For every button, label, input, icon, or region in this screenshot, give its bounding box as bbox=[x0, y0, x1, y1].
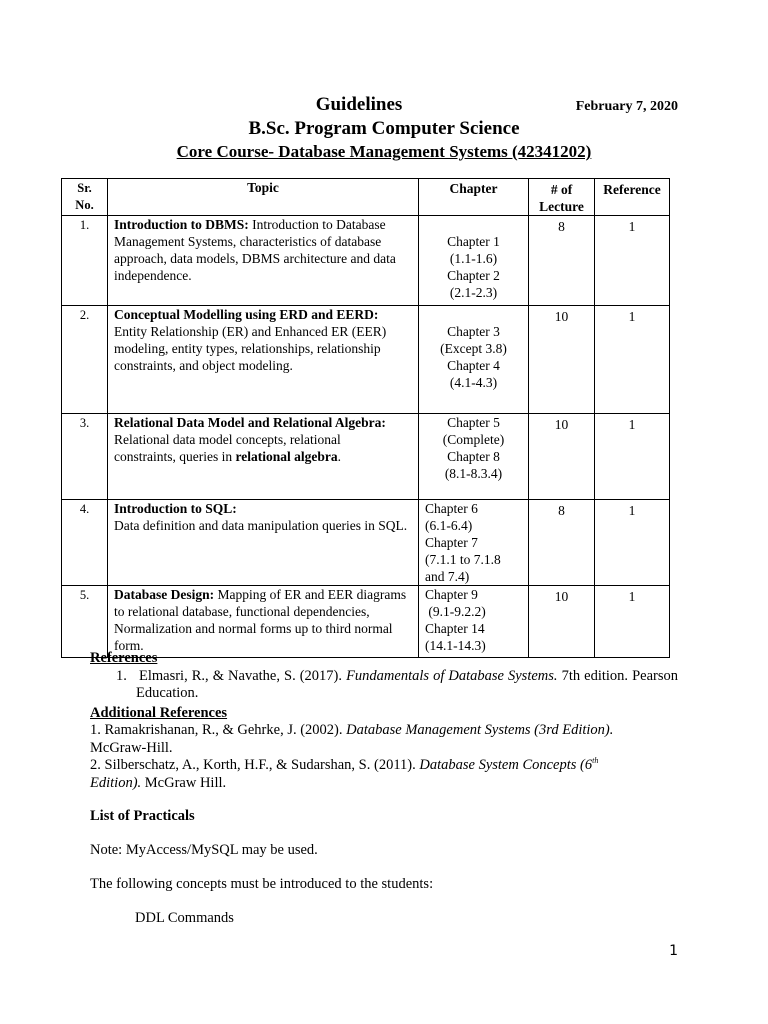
table-row bbox=[62, 306, 670, 414]
references-heading: References bbox=[90, 650, 158, 666]
document-date: February 7, 2020 bbox=[575, 99, 678, 114]
row-topic: Relational Data Model and Relational Algebra: Relational data model concepts, relational constraints, queries in relational algebra. bbox=[108, 414, 419, 500]
additional-reference-item: 2. Silberschatz, A., Korth, H.F., & Sudarshan, S. (2011). Database System Concepts (6th Edition). McGraw Hill. bbox=[90, 756, 599, 791]
row-sr: 1. bbox=[62, 216, 108, 306]
row-topic: Database Design: Mapping of ER and EER diagrams to relational database, functional dependencies, Normalization and normal forms up to third normal form. bbox=[108, 586, 419, 658]
practicals-note: Note: MyAccess/MySQL may be used. bbox=[90, 842, 318, 858]
row-lecture: 10 bbox=[529, 586, 595, 658]
practicals-item: DDL Commands bbox=[135, 910, 234, 926]
row-reference: 1 bbox=[595, 306, 670, 414]
practicals-title: List of Practicals bbox=[90, 808, 195, 824]
table-row bbox=[62, 414, 670, 500]
row-chapter: Chapter 3 (Except 3.8) Chapter 4 (4.1-4.3) bbox=[419, 306, 529, 414]
course-title: Core Course- Database Management Systems (42341202) bbox=[176, 142, 592, 161]
row-topic: Conceptual Modelling using ERD and EERD: Entity Relationship (ER) and Enhanced ER (EER) modeling, entity types, relationships, relationship constraints, and object modeling. bbox=[108, 306, 419, 414]
reference-item: 1. Elmasri, R., & Navathe, S. (2017). Fundamentals of Database Systems. 7th edition. Pearson Education. bbox=[116, 667, 678, 701]
practicals-intro: The following concepts must be introduced to the students: bbox=[90, 876, 434, 892]
header-reference: Reference bbox=[595, 179, 670, 216]
row-topic: Introduction to SQL: Data definition and data manipulation queries in SQL. bbox=[108, 500, 419, 586]
row-reference: 1 bbox=[595, 414, 670, 500]
header-chapter: Chapter bbox=[419, 179, 529, 216]
row-chapter: Chapter 6 (6.1-6.4) Chapter 7 (7.1.1 to 7.1.8 and 7.4) bbox=[419, 500, 529, 586]
page-number: 1 bbox=[669, 943, 678, 959]
references-section bbox=[90, 650, 678, 792]
additional-references-heading: Additional References bbox=[90, 704, 228, 721]
row-chapter: Chapter 9 (9.1-9.2.2) Chapter 14 (14.1-14.3) bbox=[419, 586, 529, 658]
additional-reference-item: 1. Ramakrishanan, R., & Gehrke, J. (2002). Database Management Systems (3rd Edition). McGraw-Hill. bbox=[90, 722, 614, 756]
header-sr-no: Sr. No. bbox=[62, 179, 108, 216]
header-topic: Topic bbox=[108, 179, 419, 216]
row-topic: Introduction to DBMS: Introduction to Database Management Systems, characteristics of database approach, data models, DBMS architecture and data independence. bbox=[108, 216, 419, 306]
row-sr: 2. bbox=[62, 306, 108, 414]
row-lecture: 10 bbox=[529, 414, 595, 500]
practicals-section bbox=[90, 808, 433, 927]
row-chapter: Chapter 1 (1.1-1.6) Chapter 2 (2.1-2.3) bbox=[419, 216, 529, 306]
row-sr: 5. bbox=[62, 586, 108, 658]
document-title: Guidelines bbox=[315, 94, 403, 115]
table-row bbox=[62, 586, 670, 658]
table-header-row bbox=[62, 179, 670, 216]
row-reference: 1 bbox=[595, 586, 670, 658]
row-sr: 3. bbox=[62, 414, 108, 500]
row-lecture: 10 bbox=[529, 306, 595, 414]
table-row bbox=[62, 500, 670, 586]
row-sr: 4. bbox=[62, 500, 108, 586]
row-lecture: 8 bbox=[529, 216, 595, 306]
row-lecture: 8 bbox=[529, 500, 595, 586]
row-reference: 1 bbox=[595, 500, 670, 586]
row-chapter: Chapter 5 (Complete) Chapter 8 (8.1-8.3.4) bbox=[419, 414, 529, 500]
program-title: B.Sc. Program Computer Science bbox=[248, 118, 520, 139]
row-reference: 1 bbox=[595, 216, 670, 306]
syllabus-table bbox=[61, 178, 670, 658]
header-lecture: # of Lecture bbox=[529, 179, 595, 216]
table-row bbox=[62, 216, 670, 306]
